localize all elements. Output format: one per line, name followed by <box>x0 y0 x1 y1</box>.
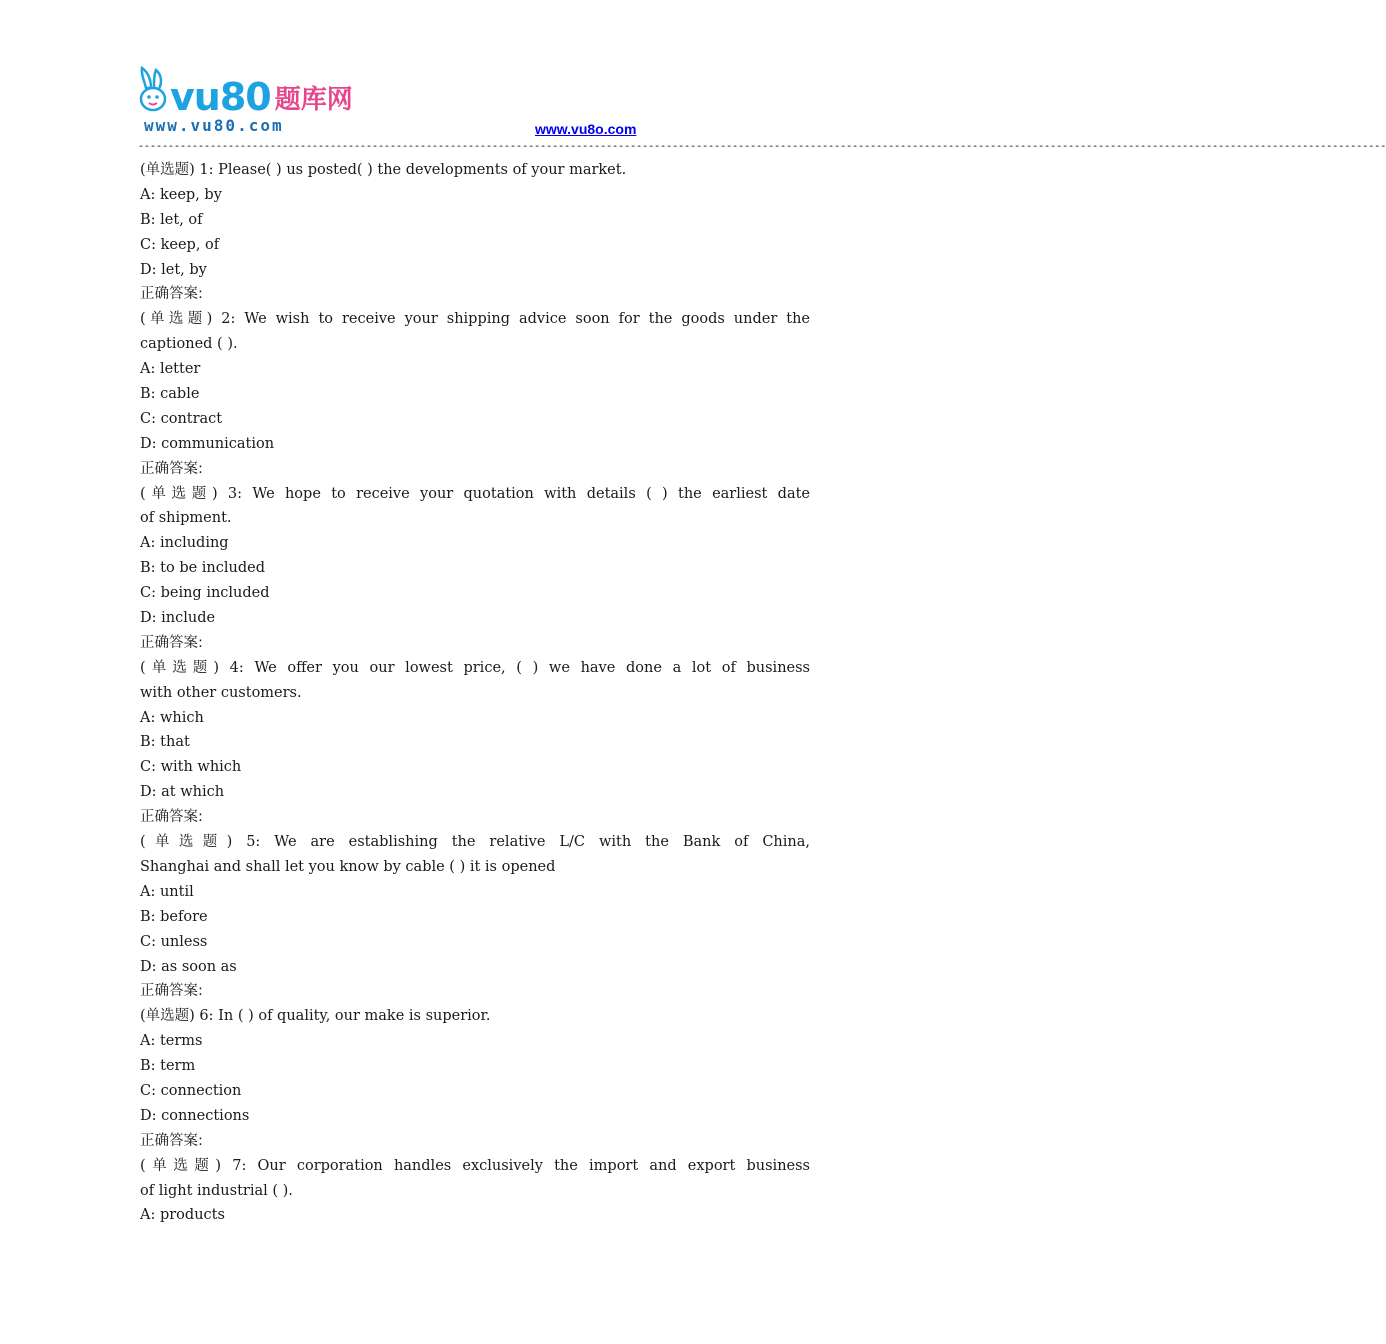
question-3-answer-label: 正确答案: <box>140 634 203 651</box>
question-3-option-b: B: to be included <box>140 560 266 577</box>
question-1-option-b: B: let, of <box>140 211 203 228</box>
question-7-stem: (单选题) 7: Our corporation handles exclusively the import and export business <box>140 1157 810 1174</box>
logo-url-text: www.vu80.com <box>144 116 284 135</box>
question-1-option-c: C: keep, of <box>140 236 220 253</box>
question-5-stem-cont: Shanghai and shall let you know by cable ( ) it is opened <box>140 858 556 875</box>
question-5-option-b: B: before <box>140 908 208 925</box>
question-2-option-d: D: communication <box>140 435 275 452</box>
question-3-option-d: D: include <box>140 610 216 627</box>
question-1-option-a: A: keep, by <box>140 186 222 203</box>
question-5-option-a: A: until <box>140 883 194 900</box>
question-1-answer-label: 正确答案: <box>140 286 203 303</box>
question-4-answer-label: 正确答案: <box>140 809 203 826</box>
question-2-option-c: C: contract <box>140 410 223 427</box>
question-5-answer-label: 正确答案: <box>140 983 203 1000</box>
question-4-option-b: B: that <box>140 734 190 751</box>
question-4-stem: (单选题) 4: We offer you our lowest price, ( ) we have done a lot of business <box>140 659 810 676</box>
vu80-logo <box>138 66 358 134</box>
question-3-option-a: A: including <box>140 535 229 552</box>
question-3-stem: (单选题) 3: We hope to receive your quotation with details ( ) the earliest date <box>140 485 810 502</box>
question-6-stem: (单选题) 6: In ( ) of quality, our make is superior. <box>140 1008 491 1025</box>
logo-wordmark: vu80 题库网 <box>170 75 353 119</box>
question-6-option-a: A: terms <box>140 1033 203 1050</box>
question-6-option-c: C: connection <box>140 1082 242 1099</box>
question-4-option-a: A: which <box>140 709 204 726</box>
question-2-option-b: B: cable <box>140 386 200 403</box>
question-1-stem: (单选题) 1: Please( ) us posted( ) the developments of your market. <box>140 162 627 178</box>
question-3-stem-cont: of shipment. <box>140 510 232 527</box>
rabbit-icon <box>138 66 174 118</box>
question-5-stem: (单选题) 5: We are establishing the relative L/C with the Bank of China, <box>140 834 810 851</box>
question-3-option-c: C: being included <box>140 585 270 602</box>
question-7-stem-cont: of light industrial ( ). <box>140 1182 293 1199</box>
question-7-option-a: A: products <box>140 1207 225 1224</box>
question-6-option-d: D: connections <box>140 1107 250 1124</box>
question-5-option-c: C: unless <box>140 933 208 950</box>
question-2-option-a: A: letter <box>140 361 201 378</box>
question-list <box>140 158 810 1228</box>
question-6-answer-label: 正确答案: <box>140 1132 203 1149</box>
question-4-stem-cont: with other customers. <box>140 684 302 701</box>
question-2-answer-label: 正确答案: <box>140 460 203 477</box>
site-link[interactable]: www.vu8o.com <box>535 121 637 137</box>
question-5-option-d: D: as soon as <box>140 958 237 975</box>
question-6-option-b: B: term <box>140 1058 196 1075</box>
question-2-stem-cont: captioned ( ). <box>140 336 238 353</box>
question-2-stem: (单选题) 2: We wish to receive your shipping advice soon for the goods under the <box>140 311 810 328</box>
question-4-option-d: D: at which <box>140 784 225 801</box>
question-4-option-c: C: with which <box>140 759 242 776</box>
dashed-separator: ---------------------------------------------------------------------------------------------------------------------------------------------------------------------------------------------------------------- <box>138 142 1386 153</box>
question-1-option-d: D: let, by <box>140 261 207 278</box>
